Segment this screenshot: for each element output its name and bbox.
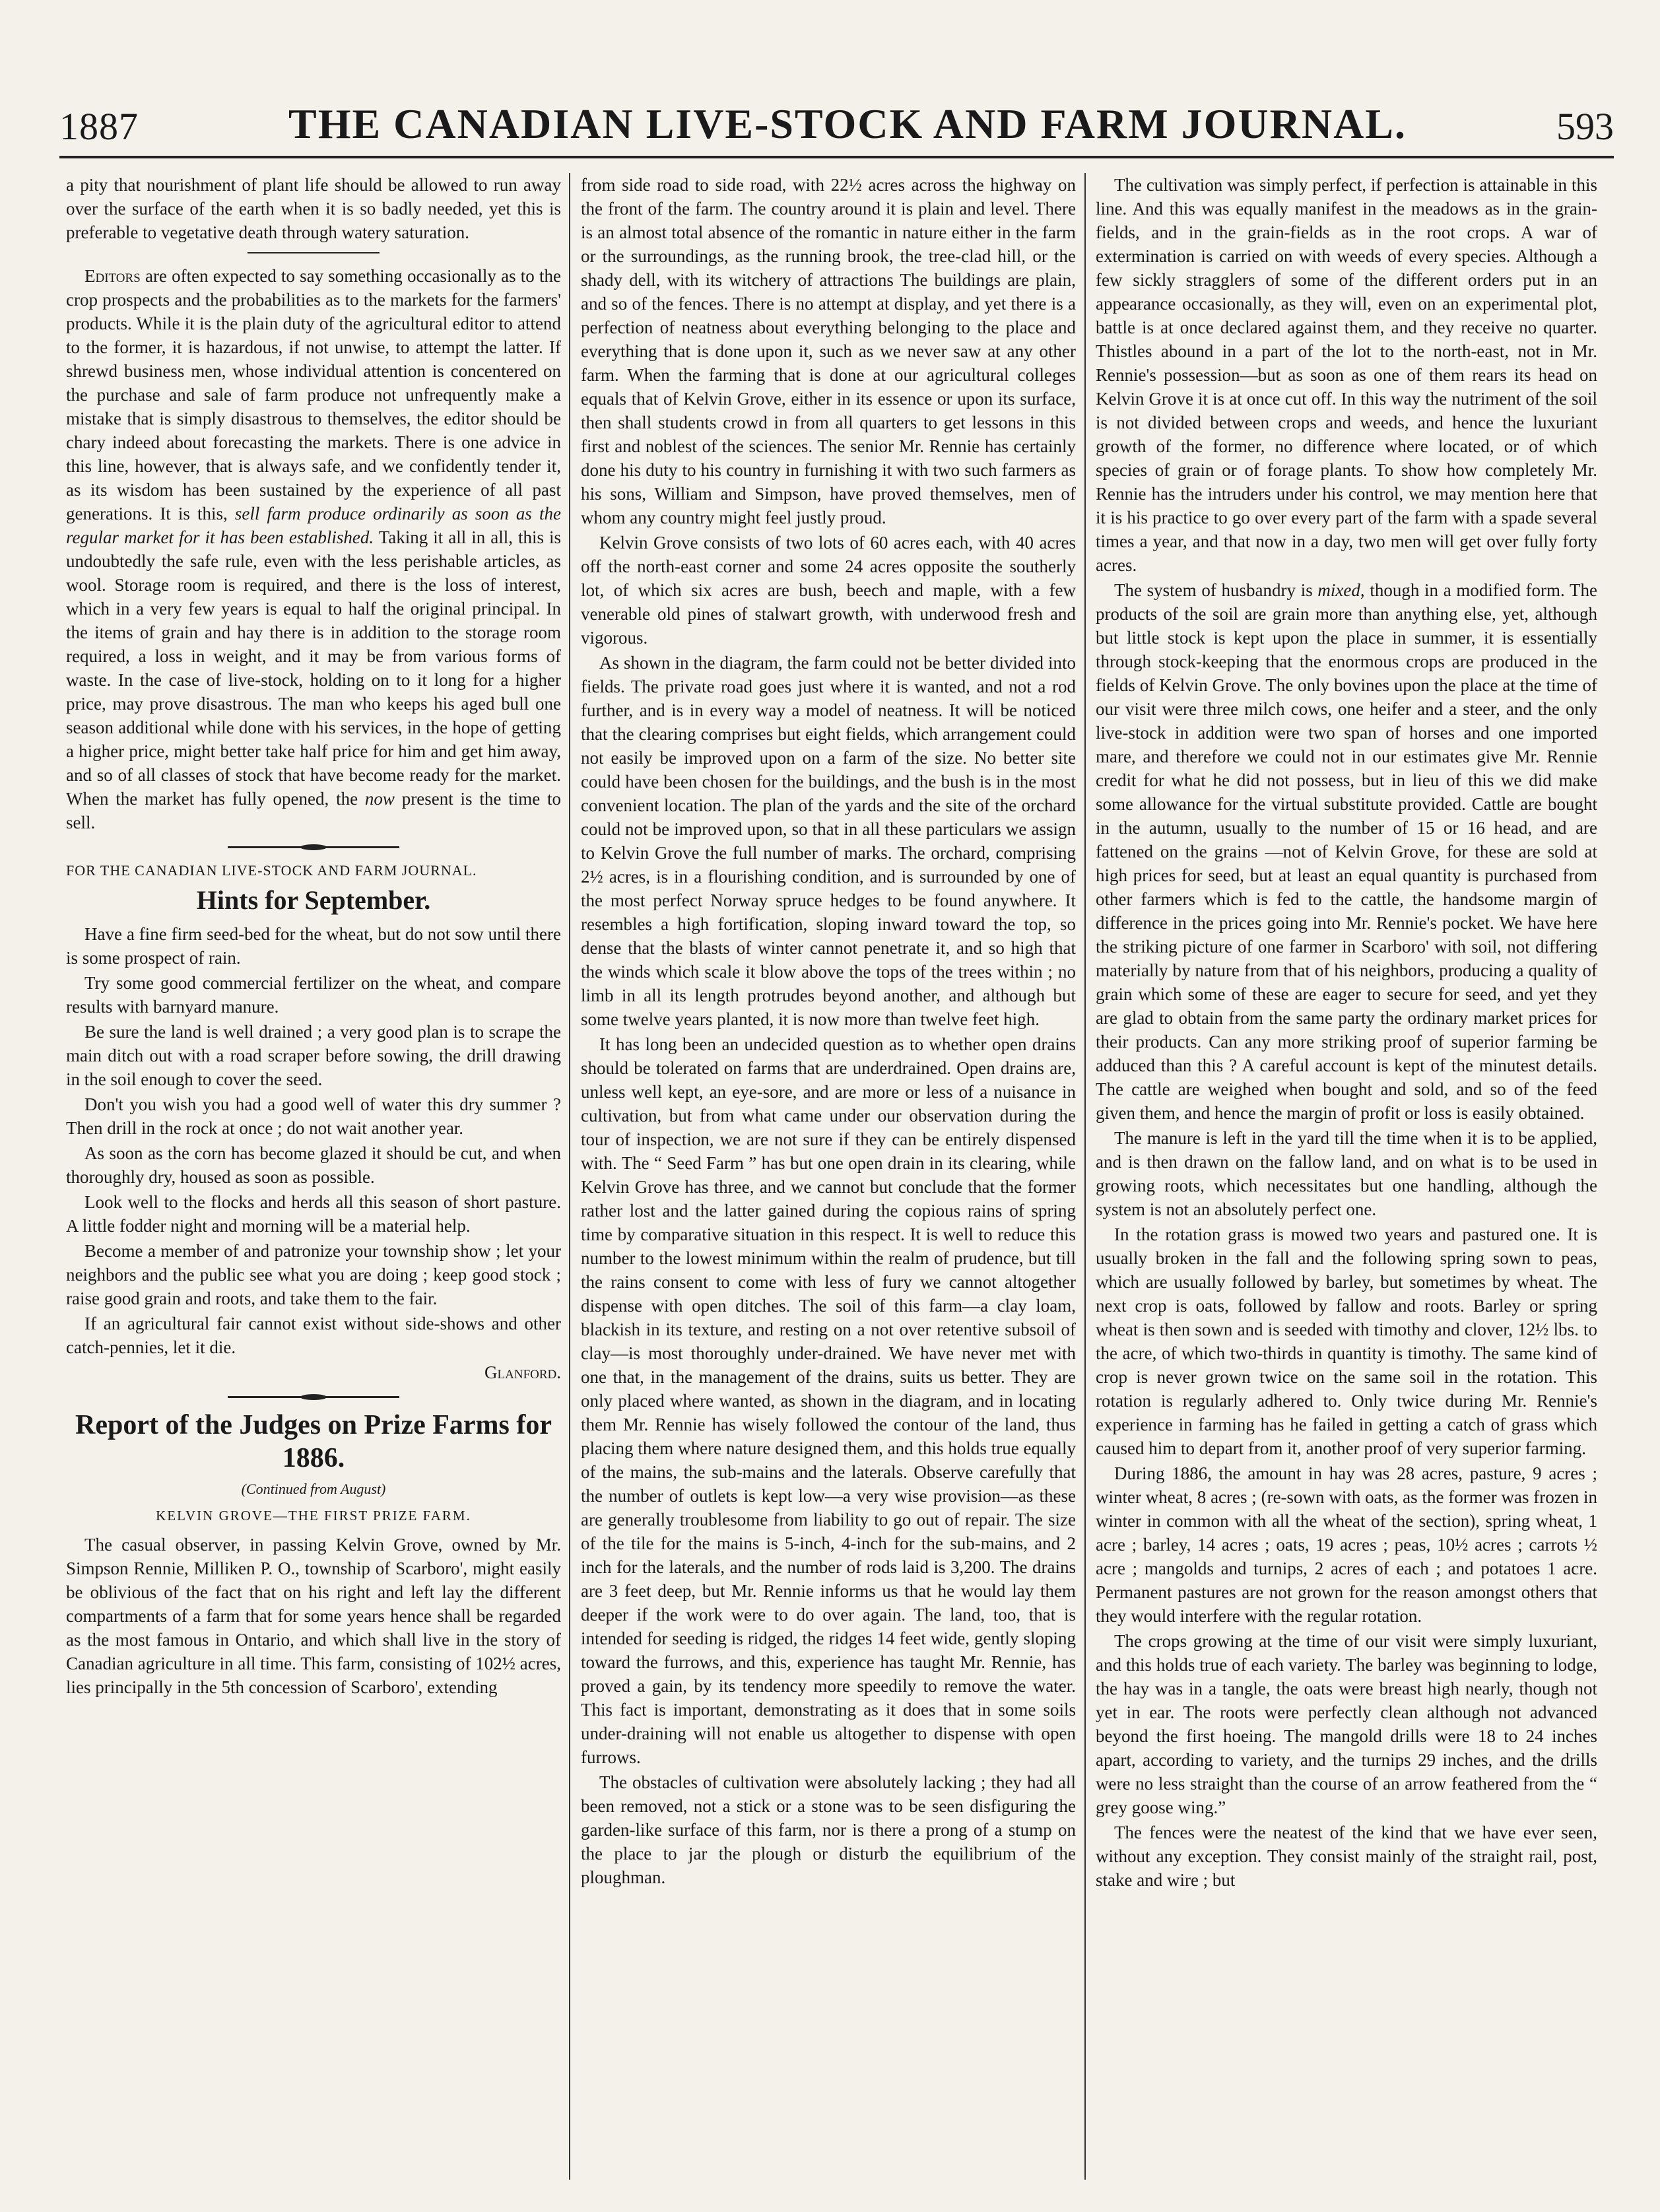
hint-paragraph: Have a fine firm seed-bed for the wheat, but do not sow until there is some prospect of rain. [66, 924, 561, 968]
husbandry-paragraph [1096, 578, 1597, 1125]
header-rule [59, 156, 1614, 158]
hints-heading: Hints for September. [196, 885, 431, 915]
editors-now: now [364, 789, 395, 809]
husbandry-text-a: The system of husbandry is [1114, 580, 1318, 600]
report-heading: Report of the Judges on Prize Farms for 1886. [75, 1410, 552, 1473]
body-paragraph: The cultivation was simply perfect, if perfection is attainable in this line. And this was equally manifest in the meadows as in the grain-fields, and in the grain-fields as in the root crops. A war of extermination is carried on with weeds of every species. Although a few sickly stragglers of some of the different orders put in an appearance occasionally, as they will, even on an experimental plot, battle is at once declared against them, and they receive no quarter. Thistles abound in a part of the lot to the north-east, not in Mr. Rennie's possession—but as soon as one of them rears its head on Kelvin Grove it is at once cut off. In this way the nutriment of the soil is not divided between crops and weeds, and hence the luxuriant growth of the former, no difference where located, or of which species of grain or of forage plants. To show how completely Mr. Rennie has the intruders under his control, we may mention here that it is his practice to go over every part of the farm with a spade several times a year, and that now in a day, two men will get over fully forty acres. [1096, 175, 1597, 575]
body-paragraph: from side road to side road, with 22½ acres across the highway on the front of the farm. The country around it is plain and level. There is an almost total absence of the romantic in nature either in the farm or the surroundings, as the running brook, the tree-clad hill, or the shady dell, with its witchery of attractions The buildings are plain, and so of the fences. There is no attempt at display, and yet there is a perfection of neatness about everything belonging to the place and everything that is done upon it, such as we never saw at any other farm. When the farming that is done at our agricultural colleges equals that of Kelvin Grove, either in its essence or upon its surface, then shall students crowd in from all quarters to get lessons in this first and noblest of the sciences. The senior Mr. Rennie has certainly done his duty to his country in furnishing it with two such farmers as his sons, William and Simpson, have proved themselves, men of whom any country might feel justly proud. [581, 175, 1076, 527]
column-1 [66, 173, 561, 2180]
article-credit: FOR THE CANADIAN LIVE-STOCK AND FARM JOURNAL. [66, 862, 477, 879]
editors-text-b: Taking it all in all, this is undoubtedly the safe rule, even with the less perishable articles, as wool. Storage room is required, and there is the loss of interest, which in a very few years is equal to half the original principal. In the items of grain and hay there is in addition to the storage room required, a loss in weight, and it may be from various forms of waste. In the case of live-stock, holding on to it long for a higher price, may prove disastrous. The man who keeps his aged bull one season additional while done with his services, in the hope of getting a higher price, might better take half price for him and get him away, and so of all classes of stock that have become ready for the market. When the market has fully opened, the [66, 527, 561, 809]
continued-note: (Continued from August) [241, 1481, 386, 1497]
column-3 [1096, 173, 1597, 2180]
body-paragraph: The manure is left in the yard till the time when it is to be applied, and is then drawn on the fallow land, and on what is to be used in growing roots, which necessitates but one handling, although the system is not an absolutely perfect one. [1096, 1128, 1597, 1219]
column-divider-2 [1084, 173, 1086, 2180]
body-paragraph: Kelvin Grove consists of two lots of 60 acres each, with 40 acres off the north-east corner and some 24 acres opposite the southerly lot, of which six acres are bush, beech and maple, with a few venerable old pines of stalwart growth, with underwood fresh and vigorous. [581, 533, 1076, 648]
body-paragraph: The obstacles of cultivation were absolutely lacking ; they had all been removed, not a stick or a stone was to be seen disfiguring the garden-like surface of this farm, nor is there a prong of a stump on the place to jar the plough or disturb the equilibrium of the ploughman. [581, 1772, 1076, 1887]
signature: Glanford. [484, 1362, 561, 1382]
ornamental-rule [228, 1396, 399, 1398]
journal-title: THE CANADIAN LIVE-STOCK AND FARM JOURNAL. [288, 100, 1407, 147]
hint-paragraph: Don't you wish you had a good well of water this dry summer ? Then drill in the rock at once ; do not wait another year. [66, 1094, 561, 1138]
body-paragraph: During 1886, the amount in hay was 28 acres, pasture, 9 acres ; winter wheat, 8 acres ; (re-sown with oats, as the former was frozen in winter in common with all the wheat of the section), spring wheat, 1 acre ; barley, 14 acres ; oats, 19 acres ; peas, 10½ acres ; carrots ½ acre ; mangolds and turnips, 2 acres of each ; and potatoes 1 acre. Permanent pastures are not grown for the reason amongst others that they would interfere with the regular rotation. [1096, 1463, 1597, 1626]
header-year: 1887 [59, 105, 139, 148]
ornamental-rule [228, 846, 399, 848]
editors-text-c: present is the time to sell. [66, 789, 561, 832]
husbandry-emphasis: mixed [1317, 580, 1360, 600]
hint-paragraph: Look well to the flocks and herds all this season of short pasture. A little fodder night and morning will be a material help. [66, 1192, 561, 1236]
editors-text-a: are often expected to say something occasionally as to the crop prospects and the probabilities as to the markets for the farmers' products. While it is the plain duty of the agricultural editor to attend to the former, it is hazardous, if not unwise, to attempt the latter. If shrewd business men, whose individual attention is concentered on the purchase and sale of farm produce not unfrequently make a mistake that is simply disastrous to themselves, the editor should be chary indeed about forecasting the markets. There is one advice in this line, however, that is always safe, and we confidently tender it, as its wisdom has been sustained by the experience of all past generations. It is this, [66, 266, 561, 523]
intro-paragraph: a pity that nourishment of plant life should be allowed to run away over the surface of the earth when it is so badly needed, yet this is preferable to vegetative death through watery saturation. [66, 175, 561, 242]
column-divider-1 [569, 173, 570, 2180]
body-paragraph: In the rotation grass is mowed two years and pastured one. It is usually broken in the fall and the following spring sown to peas, which are usually followed by barley, but sometimes by wheat. The next crop is oats, followed by fallow and roots. Barley or spring wheat is then sown and is seeded with timothy and clover, 12½ lbs. to the acre, of which two-thirds in quantity is timothy. The same kind of crop is never grown twice on the same soil in the rotation. This rotation is regularly adhered to. Only twice during Mr. Rennie's experience in farming has he failed in getting a catch of grass which caused him to depart from it, another proof of very superior farming. [1096, 1224, 1597, 1458]
page-number: 593 [1556, 105, 1614, 148]
page-header [59, 86, 1614, 149]
editors-lead: Editors [84, 266, 141, 286]
hint-paragraph: Become a member of and patronize your township show ; let your neighbors and the public see what you are doing ; keep good stock ; raise good grain and roots, and take them to the fair. [66, 1241, 561, 1308]
report-subheading: KELVIN GROVE—THE FIRST PRIZE FARM. [156, 1508, 471, 1524]
hint-paragraph: Be sure the land is well drained ; a very good plan is to scrape the main ditch out with a road scraper before sowing, the drill drawing in the soil enough to cover the seed. [66, 1022, 561, 1089]
body-paragraph: The crops growing at the time of our visit were simply luxuriant, and this holds true of each variety. The barley was beginning to lodge, the hay was in a tangle, the oats were breast high nearly, though not yet in ear. The roots were perfectly clean although not advanced beyond the first hoeing. The mangold drills were 18 to 24 inches apart, according to variety, and the turnips 29 inches, and the drills were no less straight than the course of an arrow feathered from the “ grey goose wing.” [1096, 1631, 1597, 1817]
column-2 [581, 173, 1076, 2180]
body-paragraph: The fences were the neatest of the kind that we have ever seen, without any exception. They consist mainly of the straight rail, post, stake and wire ; but [1096, 1823, 1597, 1890]
hint-paragraph: If an agricultural fair cannot exist without side-shows and other catch-pennies, let it die. [66, 1314, 561, 1357]
body-paragraph: It has long been an undecided question as to whether open drains should be tolerated on farms that are underdrained. Open drains are, unless well kept, an eye-sore, and are more or less of a nuisance in cultivation, but from what came under our observation during the tour of inspection, we are not sure if they can be entirely dispensed with. The “ Seed Farm ” has but one open drain in its clearing, while Kelvin Grove has three, and we cannot but conclude that the former rather lost and the latter gained during the copious rains of spring time by comparative situation in this respect. It is well to reduce this number to the lowest minimum within the realm of prudence, but till the rains consent to come with less of fury we cannot altogether dispense with open ditches. The soil of this farm—a clay loam, blackish in its texture, and resting on a not over retentive subsoil of clay—is most thoroughly under-drained. We have never met with one that, in the management of the drains, suits us better. They are only placed where wanted, as shown in the diagram, and in locating them Mr. Rennie has wisely followed the contour of the land, thus placing them where nature designed them, and this holds true equally of the mains, the sub-mains and the laterals. Observe carefully that the number of outlets is kept low—a very wise provision—as these are generally troublesome from liability to go out of repair. The size of the tile for the mains is 5-inch, 4-inch for the sub-mains, and 2 inch for the laterals, and the number of rods laid is 3,200. The drains are 3 feet deep, but Mr. Rennie informs us that he would lay them deeper if the work were to do over again. The land, too, that is intended for seeding is ridged, the ridges 14 feet wide, gently sloping toward the furrows, and this, experience has taught Mr. Rennie, has proved a gain, by its tendency more speedily to remove the water. This fact is important, demonstrating as it does that in some soils under-draining will not enable us altogether to dispense with open furrows. [581, 1034, 1076, 1767]
hint-paragraph: As soon as the corn has become glazed it should be cut, and when thoroughly dry, housed as soon as possible. [66, 1143, 561, 1187]
section-rule [248, 252, 380, 253]
body-paragraph: As shown in the diagram, the farm could not be better divided into fields. The private road goes just where it is wanted, and not a rod further, and is in every way a model of neatness. It will be noticed that the clearing comprises but eight fields, which arrangement could not easily be improved upon on a farm of the size. No better site could have been chosen for the buildings, and the bush is in the most convenient location. The plan of the yards and the site of the orchard could not be improved upon, so that in all these particulars we assign to Kelvin Grove the full number of marks. The orchard, comprising 2½ acres, is in a flourishing condition, and is surrounded by one of the most perfect Norway spruce hedges to be found anywhere. It resembles a high fortification, sloping inward toward the top, so dense that the blasts of winter cannot penetrate it, and so high that the winds which scale it blow above the tops of the trees within ; no limb in all its length protrudes beyond another, and although but some twelve years planted, it is now more than twelve feet high. [581, 653, 1076, 1029]
hint-paragraph: Try some good commercial fertilizer on the wheat, and compare results with barnyard manure. [66, 973, 561, 1017]
report-paragraph: The casual observer, in passing Kelvin Grove, owned by Mr. Simpson Rennie, Milliken P. O., township of Scarboro', might easily be oblivious of the fact that on his right and left lay the different compartments of a farm that for some years hence shall be regarded as the most famous in Ontario, and which shall live in the story of Canadian agriculture in all time. This farm, consisting of 102½ acres, lies principally in the 5th concession of Scarboro', extending [66, 1535, 561, 1697]
husbandry-text-b: , though in a modified form. The products of the soil are grain more than anything else, yet, although but little stock is kept upon the place in summer, it is essentially through stock-keeping that the enormous crops are produced in the fields of Kelvin Grove. The only bovines upon the place at the time of our visit were three milch cows, one heifer and a steer, and the only live-stock in addition were two span of horses and one imported mare, and therefore we could not in our estimates give Mr. Rennie credit for what he did not possess, but in lieu of this we did make some allowance for the virtual substitute provided. Cattle are bought in the autumn, usually to the number of 15 or 16 head, and are fattened on the grains —not of Kelvin Grove, for these are sold at high prices for seed, but at least an equal quantity is purchased from other farmers which is fed to the cattle, the handsome margin of difference in the prices going into Mr. Rennie's pocket. We have here the striking picture of one farmer in Scarboro' with soil, not differing materially by nature from that of his neighbors, producing a quality of grain which some of these are eager to secure for seed, and yet they are glad to obtain from the same party the ordinary market prices for their products. Can any more striking proof of superior farming be adduced than this ? A careful account is kept of the minutest details. The cattle are weighed when bought and sold, and so of the feed given them, and hence the margin of profit or loss is easily obtained. [1096, 580, 1597, 1123]
editors-emphasis: sell farm produce ordinarily as soon as the regular market for it has been established. [66, 504, 561, 547]
editors-paragraph [66, 264, 561, 834]
